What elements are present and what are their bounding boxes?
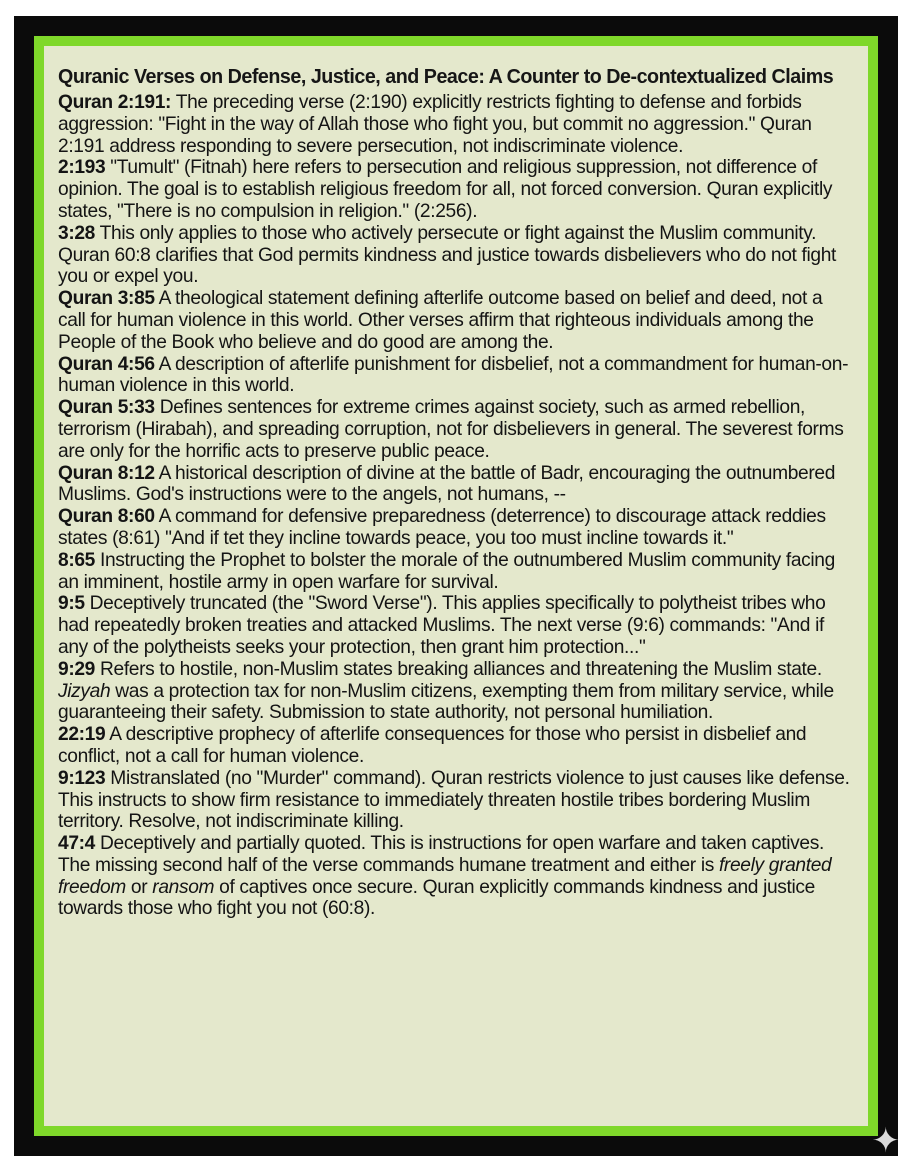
- verse-explanation: Refers to hostile, non-Muslim states breaking alliances and threatening the Muslim state.: [95, 658, 822, 680]
- verse-entry: [58, 223, 854, 288]
- verse-explanation: Instructing the Prophet to bolster the morale of the outnumbered Muslim community facing an imminent, hostile army in open warfare for survival.: [58, 549, 835, 593]
- verse-reference: 8:65: [58, 549, 96, 571]
- verse-reference: 3:28: [58, 222, 96, 244]
- document-title: Quranic Verses on Defense, Justice, and Peace: A Counter to De-contextualized Claims: [58, 65, 834, 88]
- verse-reference: 22:19: [58, 724, 106, 746]
- verse-explanation: A descriptive prophecy of afterlife consequences for those who persist in disbelief and conflict, not a call for human violence.: [58, 724, 807, 767]
- verse-entry: [58, 593, 854, 658]
- verse-explanation: A theological statement defining afterlife outcome based on belief and deed, not a call for human violence in this world. Other verses affirm that righteous individuals among the People of the Book who believe and do good are among the.: [58, 288, 823, 353]
- verse-reference: 2:193: [58, 157, 106, 179]
- verse-entry: [58, 463, 854, 507]
- verse-entry: [58, 397, 854, 462]
- verse-reference: Quran 4:56: [58, 353, 155, 375]
- green-border: [34, 36, 878, 1136]
- verse-entry: [58, 550, 854, 594]
- verse-explanation: Deceptively truncated (the "Sword Verse"). This applies specifically to polytheist tribes who had repeatedly broken treaties and attacked Muslims. The next verse (9:6) commands: "And if any of the polytheists seeks your protection, then grant him protection...": [58, 593, 826, 658]
- verse-reference: Quran 5:33: [58, 397, 155, 419]
- verse-explanation: was a protection tax for non-Muslim citizens, exempting them from military service, while guaranteeing their safety. Submission to state authority, not personal humiliation.: [58, 680, 834, 724]
- sparkle-icon: ✦: [871, 1121, 900, 1161]
- verse-entry: [58, 659, 854, 724]
- verse-explanation: "Tumult" (Fitnah) here refers to persecution and religious suppression, not difference of opinion. The goal is to establish religious freedom for all, not forced conversion. Quran explicitly states, "There is no compulsion in religion." (2:256).: [58, 157, 833, 222]
- verse-entry: [58, 768, 854, 833]
- verse-emphasis: ransom: [152, 876, 215, 898]
- verse-reference: Quran 8:12: [58, 462, 155, 484]
- verse-entry: [58, 157, 854, 222]
- verse-reference: Quran 3:85: [58, 288, 155, 310]
- verse-explanation: This only applies to those who actively persecute or fight against the Muslim community. Quran 60:8 clarifies that God permits kindness and justice towards disbelievers who do not fight you or expel you.: [58, 222, 837, 288]
- verse-reference: 47:4: [58, 833, 96, 855]
- outer-black-frame: [14, 16, 898, 1156]
- verse-emphasis: Jizyah: [58, 680, 111, 702]
- verse-reference: 9:5: [58, 593, 85, 615]
- verse-entry: [58, 833, 854, 920]
- verse-explanation: Defines sentences for extreme crimes against society, such as armed rebellion, terrorism (Hirabah), and spreading corruption, not for disbelievers in general. The severest forms are only for the horrific acts to preserve public peace.: [58, 397, 844, 462]
- verse-explanation: Mistranslated (no "Murder" command). Quran restricts violence to just causes like defense. This instructs to show firm resistance to immediately threaten hostile tribes bordering Muslim territory. Resolve, not indiscriminate killing.: [58, 767, 850, 833]
- verse-entry: [58, 288, 854, 353]
- verse-entry: [58, 506, 854, 550]
- verse-explanation: A command for defensive preparedness (deterrence) to discourage attack reddies states (8:61) "And if tet they incline towards peace, you too must incline towards it.": [58, 506, 826, 549]
- verse-explanation: A historical description of divine at the battle of Badr, encouraging the outnumbered Muslims. God's instructions were to the angels, not humans, --: [58, 462, 836, 506]
- verse-entries-list: [58, 92, 854, 920]
- verse-reference: 9:123: [58, 767, 106, 789]
- verse-explanation: The preceding verse (2:190) explicitly restricts fighting to defense and forbids aggression: "Fight in the way of Allah those who fight you, but commit no aggression." Quran 2:191 address responding to severe persecution, not indiscriminate violence.: [58, 92, 812, 157]
- verse-reference: Quran 2:191:: [58, 92, 172, 113]
- verse-explanation: or: [125, 876, 153, 898]
- verse-explanation: A description of afterlife punishment for disbelief, not a commandment for human-on-human violence in this world.: [58, 353, 849, 397]
- verse-emphasis: freely granted freedom: [58, 854, 832, 898]
- verse-reference: 9:29: [58, 658, 96, 680]
- verse-entry: [58, 724, 854, 768]
- verse-reference: Quran 8:60: [58, 506, 155, 528]
- document-panel: [44, 46, 868, 1126]
- verse-explanation: Deceptively and partially quoted. This is instructions for open warfare and taken captives. The missing second half of the verse commands humane treatment and either is: [58, 833, 824, 876]
- verse-explanation: of captives once secure. Quran explicitly commands kindness and justice towards those who fight you not (60:8).: [58, 876, 816, 920]
- verse-entry: [58, 92, 854, 157]
- verse-entry: [58, 354, 854, 398]
